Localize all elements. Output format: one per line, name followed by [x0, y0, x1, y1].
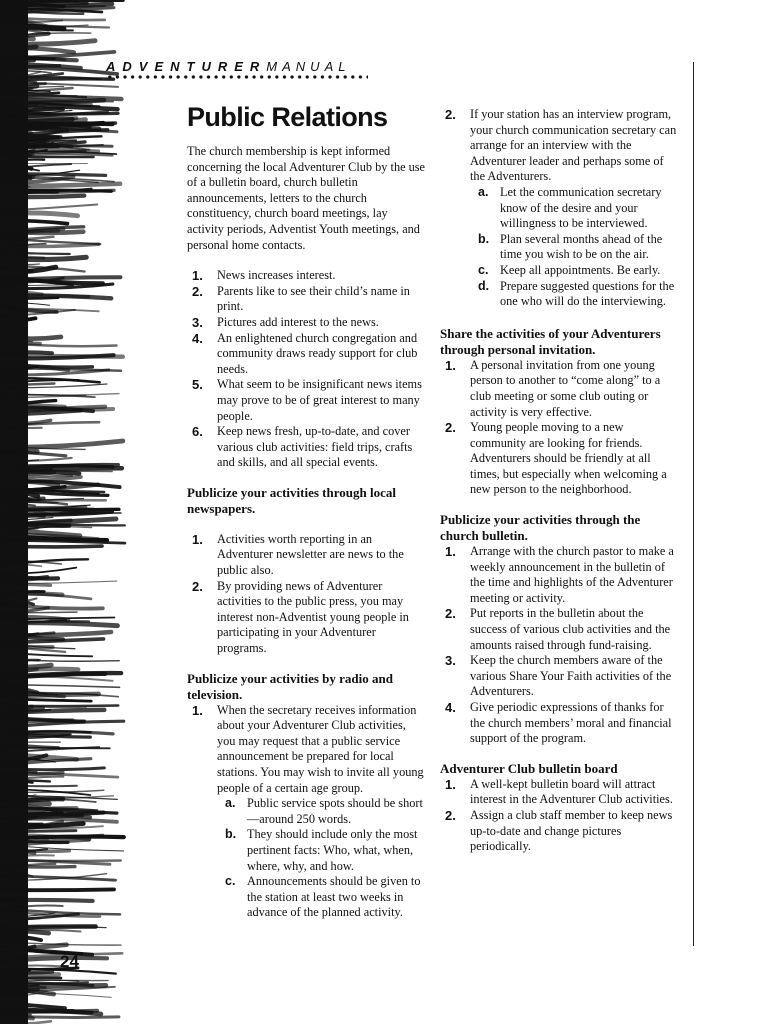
brush-stroke	[0, 184, 120, 187]
newspapers-list	[187, 532, 427, 657]
section-heading-radio: Publicize your activities by radio and television.	[187, 670, 393, 702]
brush-stroke-border	[0, 0, 150, 1024]
brush-stroke	[0, 384, 54, 386]
sub-list-item: b. Plan several months ahead of the time you wish to be on the air.	[478, 231, 663, 262]
sub-list-item: a. Let the communication secretary know of the desire and your willingness to be interviewed.	[478, 184, 662, 231]
brush-stroke	[0, 60, 34, 61]
list-item: 2. Young people moving to a new community are looking for friends. Adventurers should be friendly at all times, but especially when welcoming a new person to the neighborhood.	[445, 420, 667, 497]
list-item: 6. Keep news fresh, up-to-date, and cover various club activities: field trips, crafts and skills, and all special events.	[192, 424, 413, 470]
brush-stroke	[0, 546, 102, 547]
sub-list-item: c. Keep all appointments. Be early.	[478, 262, 661, 277]
page-number: 24	[60, 952, 79, 971]
section-heading-bulletin: Publicize your activities through the church bulletin.	[440, 512, 641, 544]
brush-stroke	[0, 1011, 97, 1013]
left-column	[187, 100, 427, 921]
brush-stroke	[0, 958, 107, 962]
board-list	[440, 777, 680, 855]
brush-stroke	[0, 257, 86, 259]
brush-stroke	[0, 773, 63, 775]
brush-stroke	[0, 97, 121, 99]
section-heading-board: Adventurer Club bulletin board	[440, 760, 618, 776]
sub-list-item: b. They should include only the most pertinent facts: Who, what, when, where, why, and how.	[225, 827, 418, 873]
list-item: 2. By providing news of Adventurer activities to the public press, you may interest non-Adventist young people in participating in your Adventurer programs.	[192, 578, 409, 656]
list-item: 2. Put reports in the bulletin about the success of various club activities and the amounts raised through fund-raising.	[445, 606, 671, 652]
brush-stroke	[0, 785, 77, 786]
list-item: 2. Assign a club staff member to keep news up-to-date and change pictures periodically.	[445, 807, 673, 854]
header-dot-rule	[106, 74, 368, 80]
list-item: 1. A personal invitation from one young person to another to “come along” to a club meeting or some club outing or activity is very effective.	[445, 357, 661, 419]
list-item: 5. What seem to be insignificant news items may prove to be of great interest to many people.	[192, 377, 422, 423]
reasons-list	[187, 268, 427, 471]
brush-stroke	[0, 705, 118, 706]
brush-stroke	[0, 889, 114, 890]
brush-stroke	[0, 972, 53, 973]
brush-stroke	[0, 451, 37, 452]
brush-stroke	[0, 900, 93, 901]
list-item: 4. An enlightened church congregation and community draws ready support for club needs.	[192, 330, 418, 376]
list-item: 4. Give periodic expressions of thanks for the church members’ moral and financial support of the program.	[445, 700, 672, 746]
page-title: Public Relations	[187, 102, 388, 132]
brush-stroke	[0, 277, 120, 280]
brush-stroke	[0, 1017, 33, 1019]
sub-list-item: c. Announcements should be given to the station at least two weeks in advance of the planned activity.	[225, 874, 421, 920]
header-series: ADVENTURER	[106, 59, 267, 74]
sub-list-item: d. Prepare suggested questions for the one who will do the interviewing.	[478, 278, 675, 309]
list-item: 1. When the secretary receives information about your Adventurer Club activities, you may request that a public service announcement be prepared for local stations. You may wish to invite all young people of a certain age group. a. Public service spots should be short—around 250 words. b. They should include only the most pertinent facts: Who, what, when, where, why, and how. c. Announcements should be given to the station at least two weeks in advance of the planned activity.	[187, 703, 427, 921]
brush-stroke	[0, 298, 58, 299]
right-column	[440, 107, 680, 855]
brush-stroke	[0, 768, 104, 770]
radio-list-continued	[440, 107, 680, 310]
list-item: 2. Parents like to see their child’s name in print.	[192, 283, 410, 314]
radio-list	[187, 703, 427, 921]
brush-stroke	[0, 196, 84, 198]
header-manual: MANUAL	[266, 59, 351, 74]
interview-sublist	[470, 185, 680, 310]
brush-stroke	[0, 831, 76, 832]
radio-sublist	[217, 796, 427, 921]
list-item: 1. News increases interest.	[192, 268, 336, 284]
list-item: 2. If your station has an interview program, your church communication secretary can arrange for an interview with the Adventurer leader and perhaps some of the Adventurers. a. Let the communication secretary know of the desire and your willingness to be interviewed. b. Plan several months ahead of the time you wish to be on the air. c. Keep all appointments. Be early. d. Prepare suggested questions for the one who will do the interviewing.	[440, 107, 680, 310]
list-item: 1. Arrange with the church pastor to make a weekly announcement in the bulletin of the time and highlights of the Adventurer meeting or activity.	[445, 544, 674, 605]
brush-stroke	[0, 141, 76, 142]
bulletin-list	[440, 544, 680, 747]
list-item: 1. A well-kept bulletin board will attract interest in the Adventurer Club activities.	[445, 776, 673, 807]
list-item: 3. Keep the church members aware of the various Share Your Faith activities of the Adventurers.	[445, 653, 672, 699]
invitation-list	[440, 358, 680, 498]
column-rule	[693, 62, 694, 946]
brush-stroke	[0, 337, 61, 339]
sub-list-item: a. Public service spots should be short—around 250 words.	[225, 796, 423, 826]
section-heading-invitation: Share the activities of your Adventurers through personal invitation.	[440, 325, 661, 357]
list-item: 3. Pictures add interest to the news.	[192, 314, 379, 330]
section-heading-newspapers: Publicize your activities through local newspapers.	[187, 484, 396, 516]
brush-stroke	[0, 213, 78, 216]
list-item: 1. Activities worth reporting in an Adventurer newsletter are news to the public also.	[192, 531, 404, 578]
intro-paragraph: The church membership is kept informed concerning the local Adventurer Club by the use of a bulletin board, church bulletin announcements, letters to the church constituency, church board meetings, lay activity periods, Adventist Youth meetings, and personal home contacts.	[187, 144, 426, 252]
